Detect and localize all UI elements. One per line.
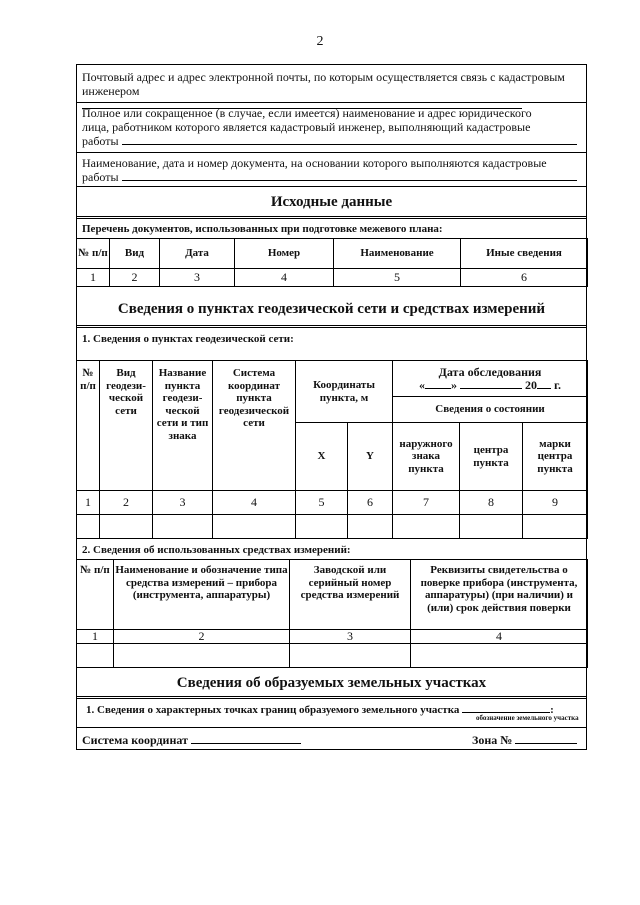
docs-caption: Перечень документов, использованных при подготовке межевого плана:: [82, 223, 443, 235]
col-number: 3: [290, 630, 411, 644]
col-header-type: Вид: [110, 239, 160, 269]
col-header-other: Иные сведения: [461, 239, 588, 269]
org-name-field[interactable]: [122, 134, 577, 145]
table-cell[interactable]: [213, 515, 296, 539]
basis-doc-label-2: работы: [82, 170, 119, 184]
plot-designation-field[interactable]: [462, 702, 550, 713]
basis-doc-label-1: Наименование, дата и номер документа, на основании которого выполняются кадастровые: [82, 156, 547, 170]
table-cell[interactable]: [393, 515, 460, 539]
col-header-survey-date: [393, 361, 588, 397]
coord-system-label: Система координат: [82, 733, 188, 747]
table-cell[interactable]: [114, 644, 290, 668]
geodetic-table: [76, 360, 588, 539]
col-number: 2: [100, 491, 153, 515]
points-label: 1. Сведения о характерных точках границ образуемого земельного участка: [86, 704, 460, 716]
quote-open: «: [418, 378, 425, 392]
section-title-geodetic: Сведения о пунктах геодезической сети и средствах измерений: [117, 301, 546, 317]
col-header-point-center: центра пункта: [460, 423, 523, 491]
year-suffix: г.: [553, 378, 562, 392]
section-title-land-plots: Сведения об образуемых земельных участках: [176, 675, 487, 691]
designation-note: обозначение земельного участка: [476, 714, 579, 722]
col-header-no: № п/п: [77, 560, 114, 630]
divider: [76, 216, 587, 219]
table-cell[interactable]: [348, 515, 393, 539]
zone-label: Зона №: [472, 733, 513, 747]
table-cell[interactable]: [77, 515, 100, 539]
col-header-y: Y: [348, 423, 393, 491]
survey-date-line: [394, 378, 586, 392]
col-header-coords: Координаты пункта, м: [296, 361, 393, 423]
divider: [76, 727, 587, 728]
table-cell[interactable]: [290, 644, 411, 668]
divider: [76, 186, 587, 187]
col-number: 1: [77, 491, 100, 515]
divider: [76, 696, 587, 699]
col-number: 7: [393, 491, 460, 515]
table-cell[interactable]: [460, 515, 523, 539]
col-header-certificate: Реквизиты свидетельства о поверке прибора (инструмента, аппаратуры) (при наличии) и (или) срок действия поверки: [411, 560, 588, 630]
instruments-table: [76, 559, 588, 668]
col-number: 3: [160, 269, 235, 287]
org-name-label-3: работы: [82, 134, 119, 148]
survey-day-field[interactable]: [425, 378, 451, 389]
col-header-no: № п/п: [77, 239, 110, 269]
coord-system-field[interactable]: [191, 733, 301, 744]
col-number: 2: [114, 630, 290, 644]
zone-row: [472, 733, 577, 748]
geodetic-caption: 1. Сведения о пунктах геодезической сети:: [82, 333, 294, 345]
col-number: 4: [411, 630, 588, 644]
basis-doc-block: [82, 156, 582, 184]
col-header-point-name: Название пункта геодези-ческой сети и тип знака: [153, 361, 213, 491]
col-number: 4: [235, 269, 334, 287]
col-header-instrument-name: Наименование и обозначение типа средства измерений – прибора (инструмента, аппаратуры): [114, 560, 290, 630]
points-colon: :: [550, 704, 554, 716]
col-header-center-mark: марки центра пункта: [523, 423, 588, 491]
zone-field[interactable]: [515, 733, 577, 744]
col-number: 2: [110, 269, 160, 287]
survey-date-label: Дата обследования: [438, 364, 542, 379]
instruments-caption: 2. Сведения об использованных средствах измерений:: [82, 544, 351, 556]
col-number: 1: [77, 269, 110, 287]
col-number: 9: [523, 491, 588, 515]
divider: [76, 325, 587, 328]
col-number: 6: [348, 491, 393, 515]
table-cell[interactable]: [77, 644, 114, 668]
table-cell[interactable]: [100, 515, 153, 539]
quote-close: »: [450, 378, 457, 392]
org-name-label-2: лица, работником которого является кадастровый инженер, выполняющий кадастровые: [82, 120, 531, 134]
org-name-block: [82, 106, 582, 148]
docs-table: [76, 238, 588, 287]
survey-month-field[interactable]: [460, 378, 522, 389]
col-header-name: Наименование: [334, 239, 461, 269]
divider: [76, 102, 587, 103]
col-header-state: Сведения о состоянии: [393, 397, 588, 423]
col-number: 4: [213, 491, 296, 515]
col-header-network-type: Вид геодези-ческой сети: [100, 361, 153, 491]
table-cell[interactable]: [296, 515, 348, 539]
section-title-initial-data: Исходные данные: [270, 194, 393, 210]
col-number: 1: [77, 630, 114, 644]
col-header-serial: Заводской или серийный номер средства измерений: [290, 560, 411, 630]
divider: [76, 152, 587, 153]
col-header-x: X: [296, 423, 348, 491]
col-header-number: Номер: [235, 239, 334, 269]
coord-system-row: [82, 733, 301, 748]
basis-doc-field[interactable]: [122, 170, 577, 181]
col-header-outer-sign: наружного знака пункта: [393, 423, 460, 491]
year-prefix: 20: [524, 378, 537, 392]
col-header-date: Дата: [160, 239, 235, 269]
postal-address-label: Почтовый адрес и адрес электронной почты, по которым осуществляется связь с кадастровым: [82, 70, 565, 84]
table-cell[interactable]: [153, 515, 213, 539]
survey-year-field[interactable]: [537, 378, 551, 389]
org-name-label-1: Полное или сокращенное (в случае, если имеется) наименование и адрес юридического: [82, 106, 532, 120]
col-number: 6: [461, 269, 588, 287]
page-number: 2: [316, 34, 324, 49]
col-header-no: № п/п: [77, 361, 100, 491]
col-header-coord-system: Система координат пункта геодезической сети: [213, 361, 296, 491]
table-cell[interactable]: [523, 515, 588, 539]
col-number: 3: [153, 491, 213, 515]
col-number: 5: [296, 491, 348, 515]
col-number: 5: [334, 269, 461, 287]
col-number: 8: [460, 491, 523, 515]
table-cell[interactable]: [411, 644, 588, 668]
postal-address-label-2: инженером: [82, 84, 140, 98]
